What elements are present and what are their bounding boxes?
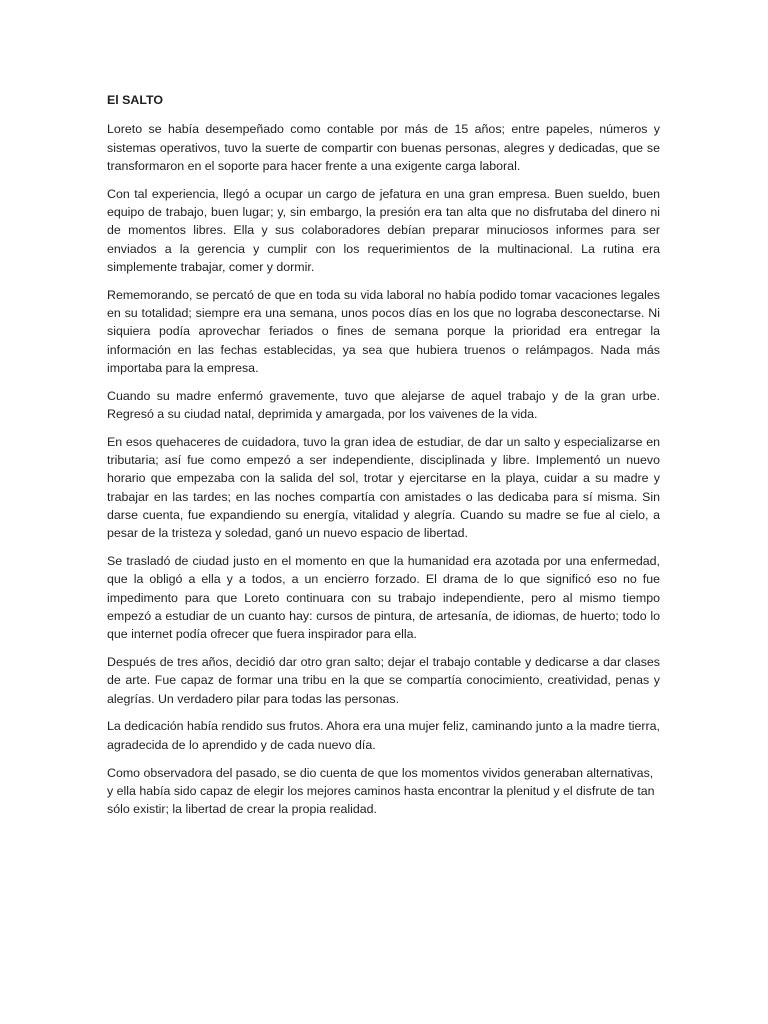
paragraph-9: Como observadora del pasado, se dio cuenta de que los momentos vividos generaban alternativas, y ella había sido capaz de elegir los mejores caminos hasta encontrar la plenitud y el disfrute de tan sólo existir; la libertad de crear la propia realidad.	[107, 765, 655, 817]
paragraph-7: Después de tres años, decidió dar otro gran salto; dejar el trabajo contable y dedicarse a dar clases de arte. Fue capaz de formar una tribu en la que se compartía conocimiento, creatividad, penas y alegrías. Un verdadero pilar para todas las personas.	[107, 655, 660, 706]
document-body	[107, 91, 660, 828]
paragraph-1: Loreto se había desempeñado como contable por más de 15 años; entre papeles, números y sistemas operativos, tuvo la suerte de compartir con buenas personas, alegres y dedicadas, que se transformaron en el soporte para hacer frente a una exigente carga laboral.	[107, 122, 660, 173]
paragraph-5: En esos quehaceres de cuidadora, tuvo la gran idea de estudiar, de dar un salto y especializarse en tributaria; así fue como empezó a ser independiente, disciplinada y libre. Implementó un nuevo horario que empezaba con la salida del sol, trotar y ejercitarse en la playa, cuidar a su madre y trabajar en las tardes; en las noches compartía con amistades o las dedicaba para sí misma. Sin darse cuenta, fue expandiendo su energía, vitalidad y alegría. Cuando su madre se fue al cielo, a pesar de la tristeza y soledad, ganó un nuevo espacio de libertad.	[107, 434, 660, 541]
paragraph-3: Rememorando, se percató de que en toda su vida laboral no había podido tomar vacaciones legales en su totalidad; siempre era una semana, unos pocos días en los que no lograba desconectarse. Ni siquiera podía aprovechar feriados o fines de semana porque la prioridad era entregar la información en las fechas establecidas, ya sea que hubiera truenos o relámpagos. Nada más importaba para la empresa.	[107, 287, 660, 375]
paragraph-4: Cuando su madre enfermó gravemente, tuvo que alejarse de aquel trabajo y de la gran urbe. Regresó a su ciudad natal, deprimida y amargada, por los vaivenes de la vida.	[107, 388, 660, 421]
document-title: El SALTO	[107, 93, 163, 107]
paragraph-6: Se trasladó de ciudad justo en el momento en que la humanidad era azotada por una enfermedad, que la obligó a ella y a todos, a un encierro forzado. El drama de lo que significó eso no fue impedimento para que Loreto continuara con su trabajo independiente, pero al mismo tiempo empezó a estudiar de un cuanto hay: cursos de pintura, de artesanía, de idiomas, de huerto; todo lo que internet podía ofrecer que fuera inspirador para ella.	[107, 554, 660, 642]
paragraph-8: La dedicación había rendido sus frutos. Ahora era una mujer feliz, caminando junto a la madre tierra, agradecida de lo aprendido y de cada nuevo día.	[107, 719, 660, 752]
paragraph-2: Con tal experiencia, llegó a ocupar un cargo de jefatura en una gran empresa. Buen sueldo, buen equipo de trabajo, buen lugar; y, sin embargo, la presión era tan alta que no disfrutaba del dinero ni de momentos libres. Ella y sus colaboradores debían preparar minuciosos informes para ser enviados a la gerencia y cumplir con los requerimientos de la multinacional. La rutina era simplemente trabajar, comer y dormir.	[107, 186, 660, 274]
